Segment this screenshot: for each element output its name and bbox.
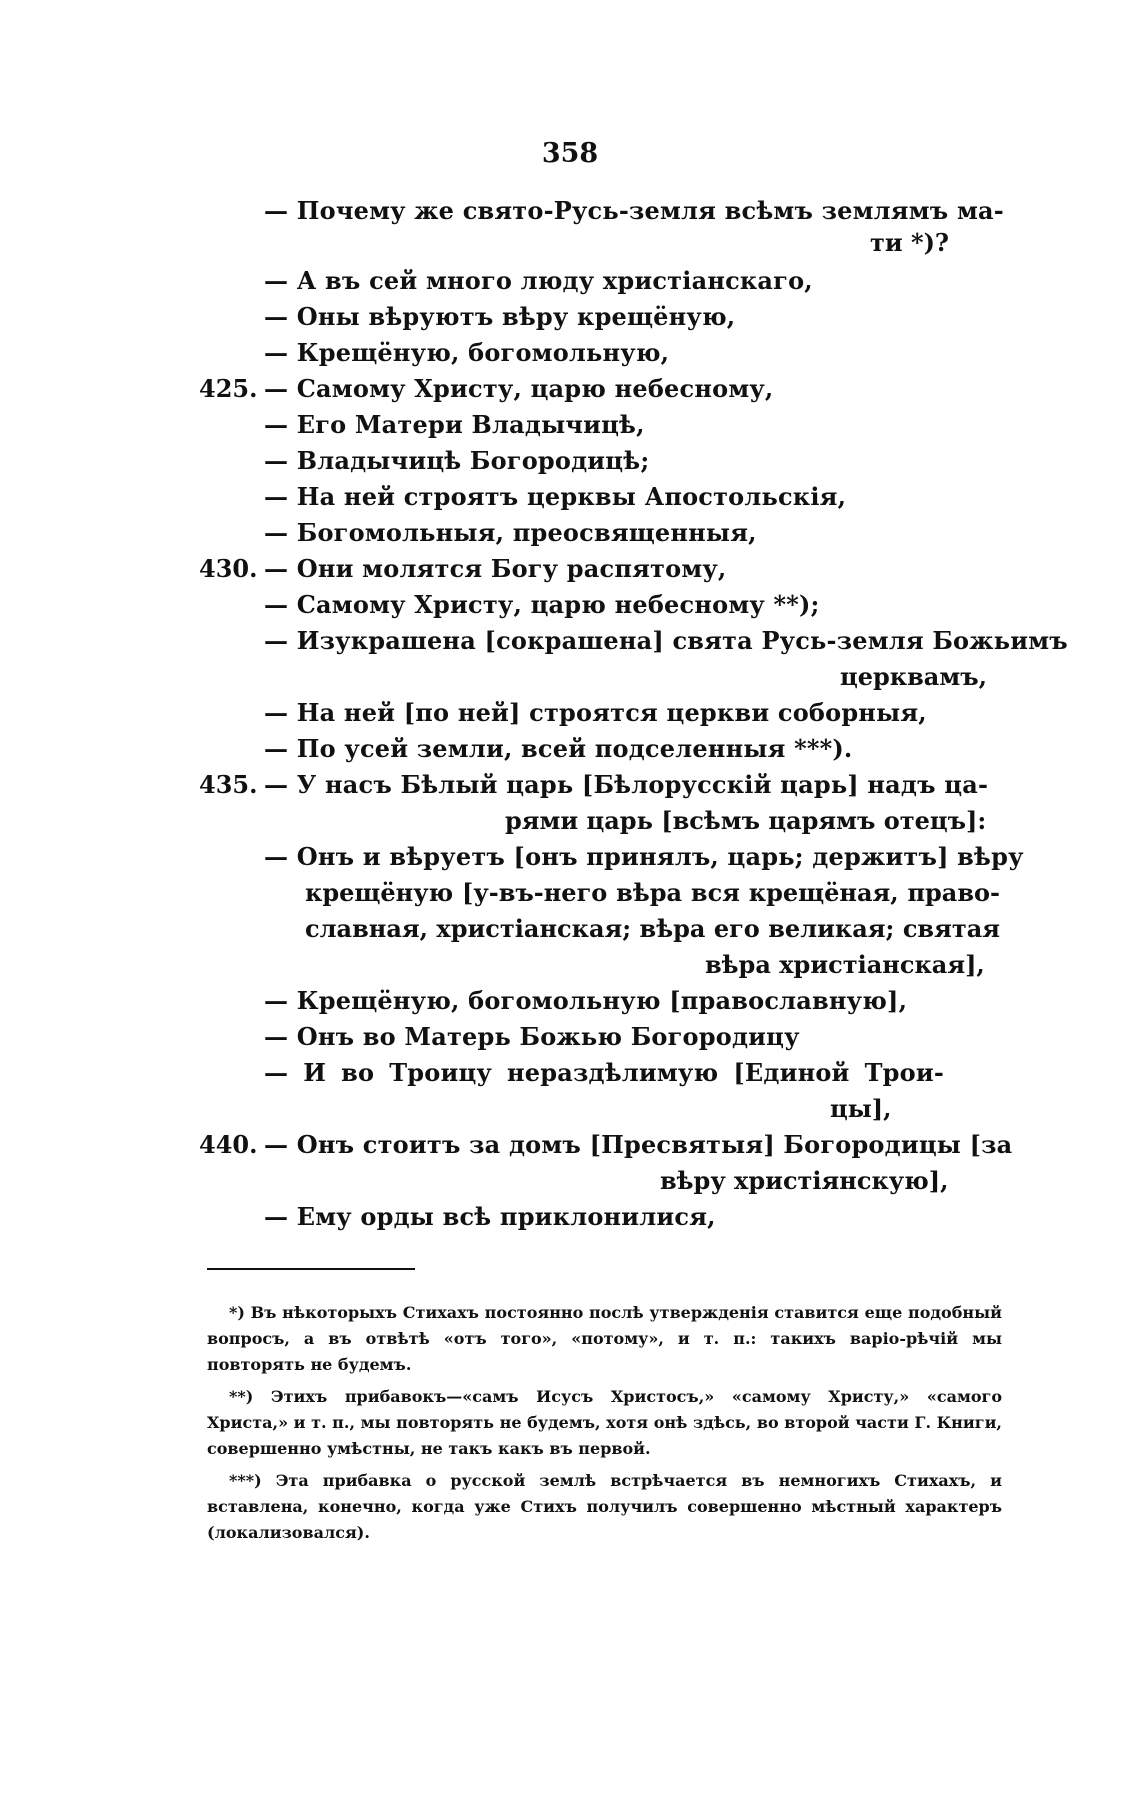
verse-line-continuation: славная, христіанская; вѣра его великая; святая — [305, 914, 1000, 943]
verse-line: — И во Троицу нераздѣлимую [Единой Трои- — [264, 1058, 944, 1087]
verse-line: — Крещёную, богомольную [православную], — [264, 986, 908, 1015]
verse-line: — Самому Христу, царю небесному, — [264, 374, 774, 403]
verse-line: — Самому Христу, царю небесному **); — [264, 590, 820, 619]
verse-line: — Богомольныя, преосвященныя, — [264, 518, 757, 547]
line-number: 435. — [199, 770, 258, 799]
footnote-1: *) Въ нѣкоторыхъ Стихахъ постоянно послѣ утвержденія ставится еще подобный вопросъ, а въ отвѣтѣ «отъ того», «потому», и т. п.: такихъ варіо-рѣчій мы повторять не будемъ. — [207, 1303, 1002, 1374]
verse-line: — Изукрашена [сокрашена] свята Русь-земля Божьимъ — [264, 626, 1068, 655]
verse-line: — Владычицѣ Богородицѣ; — [264, 446, 650, 475]
line-number: 440. — [199, 1130, 258, 1159]
verse-line: — По усей земли, всей подселенныя ***). — [264, 734, 853, 763]
line-number: 425. — [199, 374, 258, 403]
verse-line: — А въ сей много люду христіанскаго, — [264, 266, 813, 295]
verse-line: — У насъ Бѣлый царь [Бѣлорусскій царь] надъ ца- — [264, 770, 989, 799]
verse-line: — Ему орды всѣ приклонилися, — [264, 1202, 716, 1231]
page-number: 358 — [541, 138, 599, 169]
verse-line: — На ней строятъ церквы Апостольскія, — [264, 482, 847, 511]
verse-line-continuation: рями царь [всѣмъ царямъ отецъ]: — [505, 806, 987, 835]
footnote-3: ***) Эта прибавка о русской землѣ встрѣчается въ немногихъ Стихахъ, и вставлена, конечно, когда уже Стихъ получилъ совершенно мѣстный характеръ (локализовался). — [207, 1471, 1002, 1542]
verse-line: — Онъ и вѣруетъ [онъ принялъ, царь; держитъ] вѣру — [264, 842, 1024, 871]
footnote-2: **) Этихъ прибавокъ—«самъ Исусъ Христосъ,» «самому Христу,» «самого Христа,» и т. п., мы повторять не будемъ, хотя онѣ здѣсь, во второй части Г. Книги, совершенно умѣстны, не такъ какъ въ первой. — [207, 1387, 1002, 1458]
verse-line: — Онъ стоитъ за домъ [Пресвятыя] Богородицы [за — [264, 1130, 1013, 1159]
verse-line-continuation: вѣра христіанская], — [705, 950, 985, 979]
verse-line: — Оны вѣруютъ вѣру крещёную, — [264, 302, 736, 331]
verse-line: — Крещёную, богомольную, — [264, 338, 670, 367]
verse-line-continuation: крещёную [у-въ-него вѣра вся крещёная, право- — [305, 878, 1000, 907]
verse-line: — Онъ во Матерь Божью Богородицу — [264, 1022, 800, 1051]
footnote-separator — [207, 1268, 415, 1270]
verse-line-continuation: вѣру христіянскую], — [660, 1166, 949, 1195]
verse-line-continuation: цы], — [830, 1094, 892, 1123]
verse-line-continuation: ти *)? — [870, 228, 949, 257]
line-number: 430. — [199, 554, 258, 583]
verse-line: — На ней [по ней] строятся церкви соборныя, — [264, 698, 927, 727]
verse-line: — Они молятся Богу распятому, — [264, 554, 727, 583]
verse-line: — Почему же свято-Русь-земля всѣмъ землямъ ма- — [264, 196, 1004, 225]
verse-line: — Его Матери Владычицѣ, — [264, 410, 645, 439]
verse-line-continuation: церквамъ, — [840, 662, 987, 691]
